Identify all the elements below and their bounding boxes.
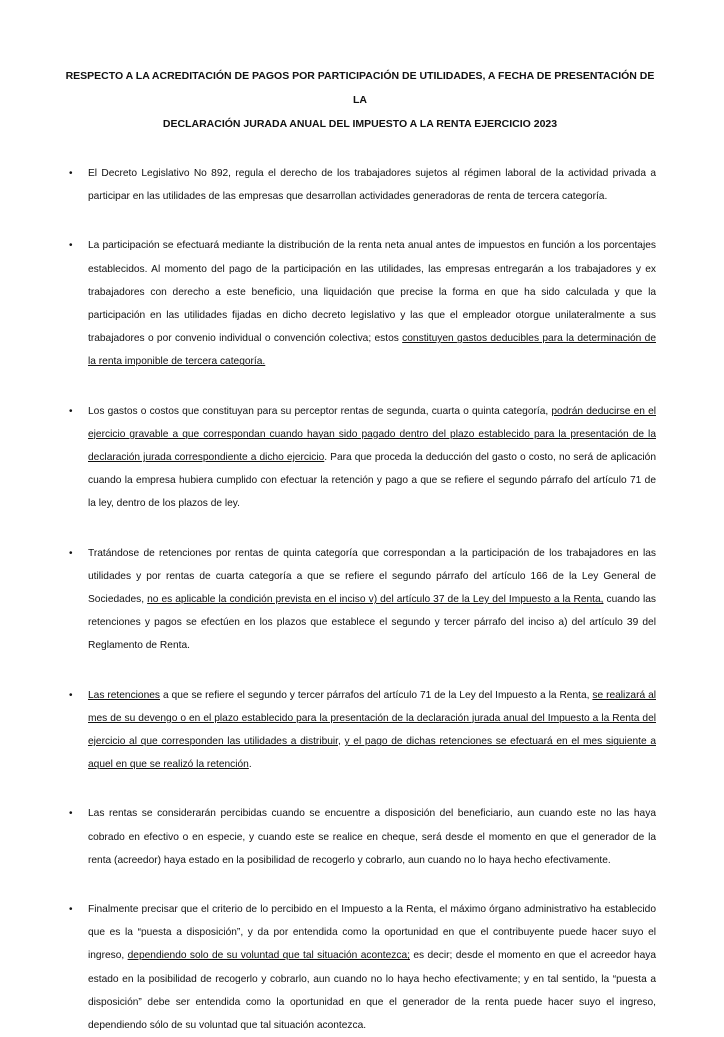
underlined-text-segment: podrán deducirse en el ejercicio gravable a que correspondan cuando hayan sido pagado dentro del plazo establecido para la presentación de la declaración jurada correspondiente a dicho ejercicio <box>88 405 656 464</box>
underlined-text-segment: se realizará al mes de su devengo o en el plazo establecido para la presentación de la declaración jurada anual del Impuesto a la Renta del ejercicio al que corresponden las utilidades a distribuir <box>88 689 656 748</box>
paragraph-4 <box>69 542 657 658</box>
bullet-icon: • <box>69 405 73 417</box>
text-segment: Finalmente precisar que el criterio de lo percibido en el Impuesto a la Renta, el máximo órgano administrativo ha establecido que es la “puesta a disposición”, y da por entendida como la oportunidad en que el contribuyente puede hacer suyo el ingreso, <box>88 904 656 962</box>
paragraph-5 <box>69 684 656 777</box>
bullet-icon: • <box>69 689 73 701</box>
text-segment: es decir; desde el momento en que el acreedor haya estado en la posibilidad de recogerlo y cobrarlo, aun cuando no lo haya hecho efectivamente; y en tal sentido, la “puesta a disposición” debe ser entendida como la oportunidad en que el generador de la renta puede hacer suyo el ingreso, dependiendo sólo de su voluntad que tal situación acontezca. <box>88 950 656 1032</box>
bullet-icon: • <box>69 904 73 916</box>
underlined-text-segment: no es aplicable la condición prevista en el inciso v) del artículo 37 de la Ley del Impuesto a la Renta, <box>147 594 604 606</box>
text-segment: . <box>248 759 252 771</box>
document-title-line-2: DECLARACIÓN JURADA ANUAL DEL IMPUESTO A LA RENTA EJERCICIO 2023 <box>162 118 558 130</box>
text-segment: cuando las retenciones y pagos se efectúen en los plazos que establece el segundo y tercer párrafo del inciso a) del artículo 39 del Reglamento de Renta. <box>88 594 657 652</box>
paragraph-list <box>69 162 657 1037</box>
paragraph-text <box>88 548 656 652</box>
text-segment: a que se refiere el segundo y tercer párrafos del artículo 71 de la Ley del Impuesto a la Renta, <box>160 689 593 701</box>
paragraph-text <box>88 240 656 367</box>
text-segment: , <box>338 736 345 748</box>
paragraph-1 <box>69 162 656 208</box>
text-segment: Tratándose de retenciones por rentas de quinta categoría que correspondan a la participación de los trabajadores en las utilidades y por rentas de cuarta categoría a que se refiere el segundo párrafo del artículo 166 de la Ley General de Sociedades, <box>88 547 656 606</box>
bullet-icon: • <box>69 168 73 179</box>
paragraph-text <box>88 406 656 510</box>
underlined-text-segment: dependiendo solo de su voluntad que tal situación acontezca; <box>127 950 410 962</box>
underlined-text-segment: constituyen gastos deducibles para la determinación de la renta imponible de tercera categoría. <box>88 333 656 368</box>
document-title-line-1: RESPECTO A LA ACREDITACIÓN DE PAGOS POR PARTICIPACIÓN DE UTILIDADES, A FECHA DE PRESENTACIÓN DE LA <box>65 70 655 106</box>
bullet-icon: • <box>69 240 73 252</box>
underlined-text-segment: Las retenciones <box>88 689 161 701</box>
paragraph-text <box>88 904 656 1031</box>
paragraph-text <box>88 808 656 865</box>
paragraph-text <box>88 168 656 202</box>
bullet-icon: • <box>69 547 73 559</box>
bullet-icon: • <box>69 808 73 820</box>
paragraph-6 <box>69 802 656 872</box>
paragraph-2 <box>69 234 656 373</box>
paragraph-7 <box>69 898 656 1037</box>
text-segment: Los gastos o costos que constituyan para su perceptor rentas de segunda, cuarta o quinta categoría, <box>88 405 552 417</box>
text-segment: La participación se efectuará mediante la distribución de la renta neta anual antes de impuestos en función a los porcentajes establecidos. Al momento del pago de la participación en las utilidades, las empresas entregarán a los trabajadores y ex trabajadores con derecho a este beneficio, una liquidación que precise la forma en que ha sido calculada y que la participación en las utilidades fijadas en dicho decreto legislativo y las que el empleador otorgue unilateralmente a sus trabajadores o por convenio individual o convención colectiva; estos <box>88 240 656 345</box>
paragraph-text <box>88 690 656 771</box>
underlined-text-segment: y el pago de dichas retenciones se efectuará en el mes siguiente a aquel en que se realizó la retención <box>88 736 656 771</box>
text-segment: El Decreto Legislativo No 892, regula el derecho de los trabajadores sujetos al régimen laboral de la actividad privada a participar en las utilidades de las empresas que desarrollan actividades generadoras de renta de tercera categoría. <box>88 168 656 203</box>
paragraph-3 <box>69 400 656 516</box>
text-segment: Las rentas se considerarán percibidas cuando se encuentre a disposición del beneficiario, aun cuando este no las haya cobrado en efectivo o en especie, y cuando este se realice en cheque, será desde el momento en que el generador de la renta (acreedor) haya estado en la posibilidad de recogerlo y cobrarlo, aun cuando no lo haya hecho efectivamente. <box>88 808 656 866</box>
text-segment: . Para que proceda la deducción del gasto o costo, no será de aplicación cuando la empresa hubiera cumplido con efectuar la retención y pago a que se refiere el segundo párrafo del artículo 71 de la ley, dentro de los plazos de ley. <box>88 452 656 510</box>
document-title <box>64 64 656 136</box>
